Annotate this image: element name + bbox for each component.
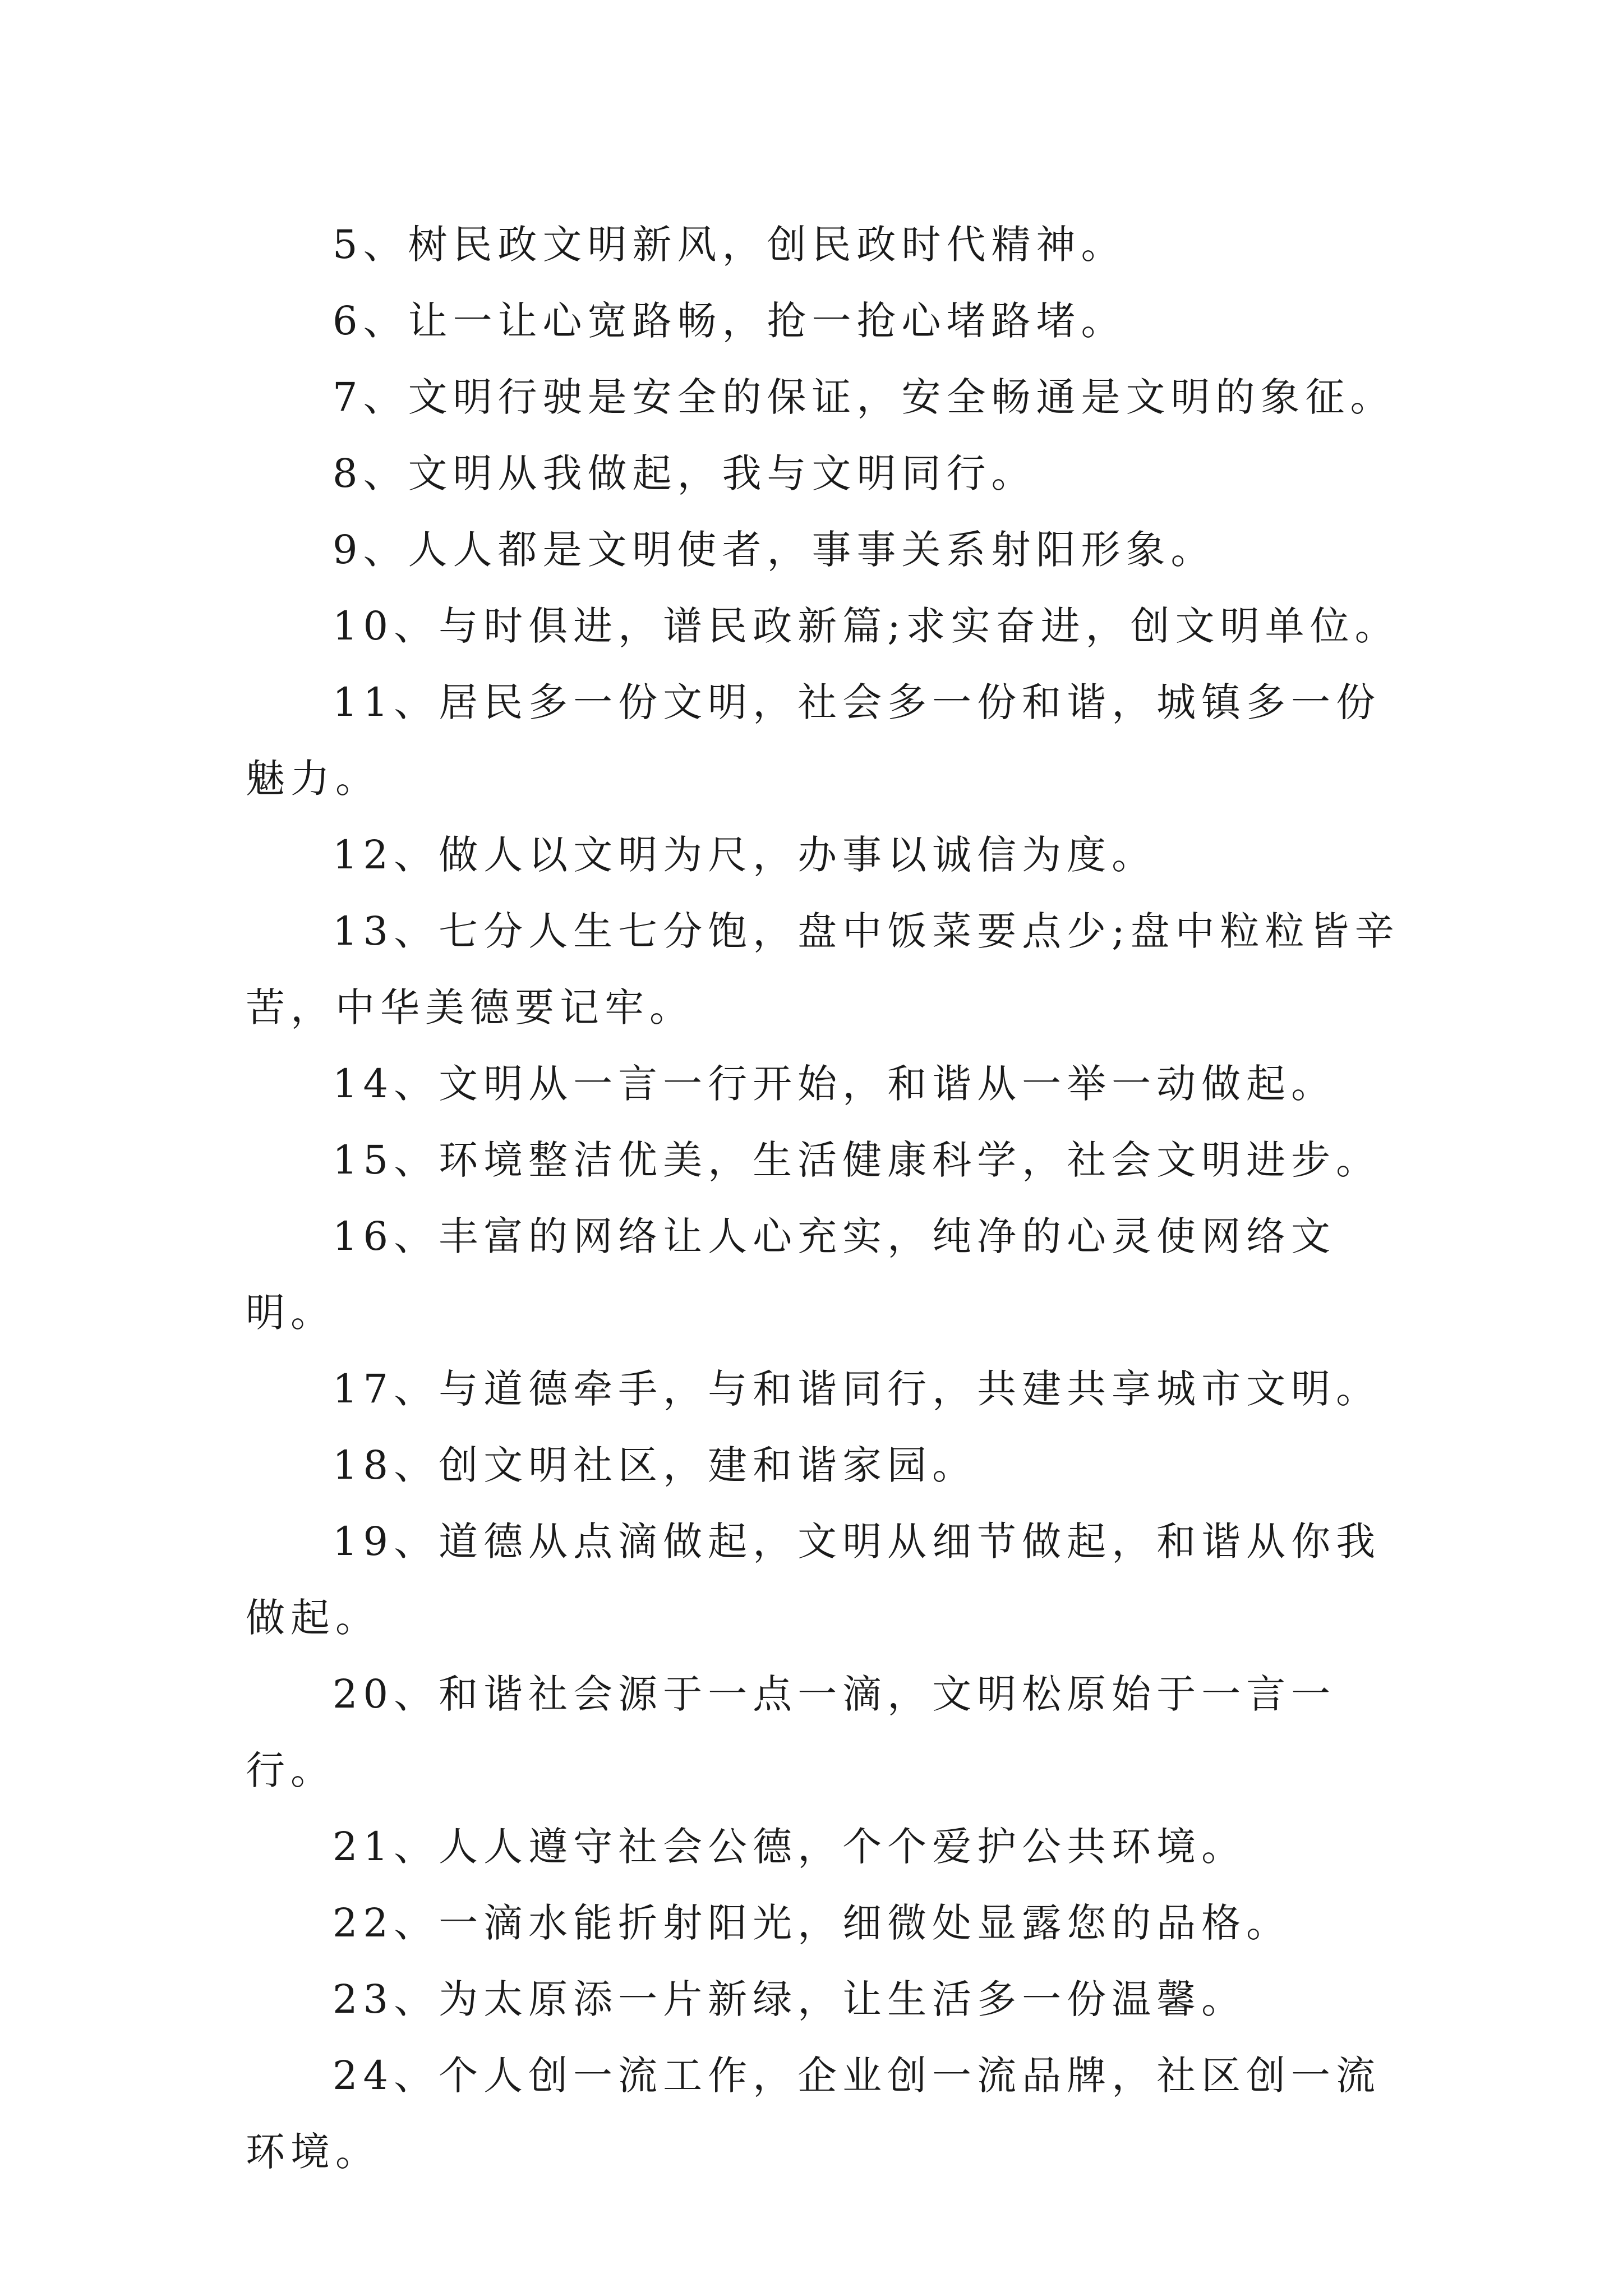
slogan-paragraph: 6、让一让心宽路畅，抢一抢心堵路堵。 [333,298,1126,344]
slogan-paragraph: 23、为太原添一片新绿，让生活多一份温馨。 [333,1976,1247,2022]
slogan-paragraph: 10、与时俱进，谱民政新篇;求实奋进，创文明单位。 [333,603,1400,649]
slogan-paragraph: 24、个人创一流工作，企业创一流品牌，社区创一流环境。 [246,2053,1381,2175]
slogan-paragraph: 15、环境整洁优美，生活健康科学，社会文明进步。 [333,1137,1381,1183]
slogan-paragraph: 11、居民多一份文明，社会多一份和谐，城镇多一份魅力。 [246,679,1381,802]
slogan-paragraph: 17、与道德牵手，与和谐同行，共建共享城市文明。 [333,1366,1381,1412]
slogan-paragraph: 12、做人以文明为尺，办事以诚信为度。 [333,832,1157,878]
slogan-paragraph: 19、道德从点滴做起，文明从细节做起，和谐从你我做起。 [246,1519,1381,1641]
slogan-paragraph: 21、人人遵守社会公德，个个爱护公共环境。 [333,1824,1247,1870]
slogan-paragraph: 16、丰富的网络让人心充实，纯净的心灵使网络文明。 [246,1213,1336,1336]
slogan-paragraph: 14、文明从一言一行开始，和谐从一举一动做起。 [333,1061,1336,1107]
document-body [246,206,1412,2190]
slogan-paragraph: 18、创文明社区，建和谐家园。 [333,1442,978,1488]
slogan-paragraph: 9、人人都是文明使者，事事关系射阳形象。 [333,527,1216,573]
slogan-paragraph: 8、文明从我做起，我与文明同行。 [333,450,1036,496]
slogan-paragraph: 20、和谐社会源于一点一滴，文明松原始于一言一行。 [246,1671,1336,1793]
slogan-paragraph: 5、树民政文明新风，创民政时代精神。 [333,222,1126,268]
slogan-paragraph: 22、一滴水能折射阳光，细微处显露您的品格。 [333,1900,1292,1946]
slogan-paragraph: 13、七分人生七分饱，盘中饭菜要点少;盘中粒粒皆辛苦，中华美德要记牢。 [246,908,1400,1030]
slogan-paragraph: 7、文明行驶是安全的保证，安全畅通是文明的象征。 [333,374,1395,420]
